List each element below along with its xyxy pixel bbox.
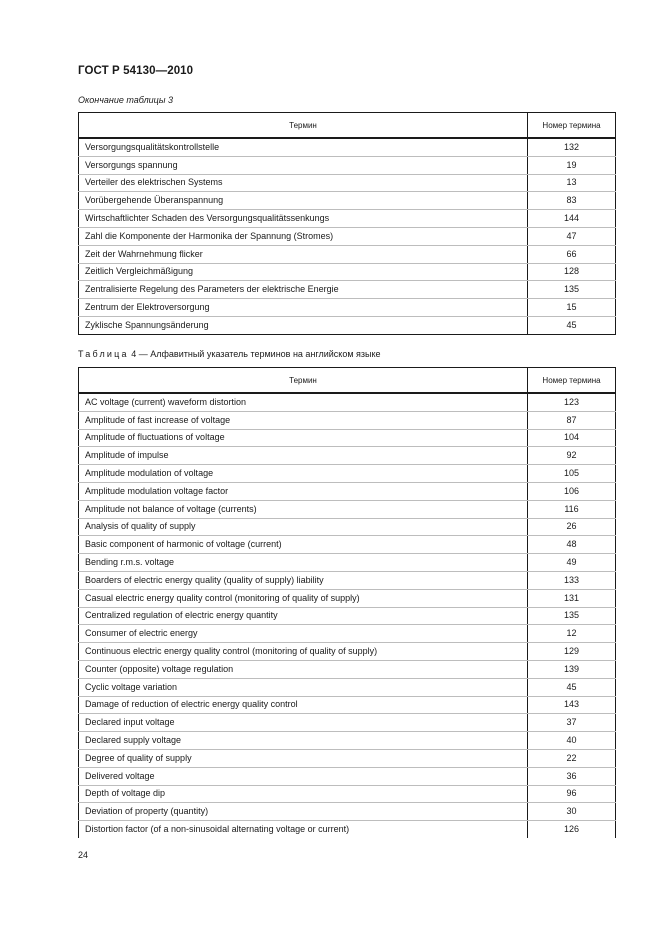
term-number-cell: 132 [528,138,616,156]
term-cell: Amplitude of fluctuations of voltage [79,429,528,447]
table-row [79,316,616,334]
term-number-cell: 96 [528,785,616,803]
term-number-cell: 48 [528,536,616,554]
term-number-cell: 19 [528,156,616,174]
term-number-cell: 30 [528,803,616,821]
term-cell: Boarders of electric energy quality (quality of supply) liability [79,571,528,589]
term-cell: Versorgungsqualitätskontrollstelle [79,138,528,156]
term-number-cell: 66 [528,245,616,263]
table3-caption: Окончание таблицы 3 [78,95,173,105]
term-cell: Amplitude of fast increase of voltage [79,411,528,429]
term-number-cell: 36 [528,767,616,785]
term-number-cell: 123 [528,393,616,411]
term-cell: Versorgungs spannung [79,156,528,174]
term-number-cell: 129 [528,643,616,661]
term-cell: Zentralisierte Regelung des Parameters der elektrische Energie [79,281,528,299]
table-row [79,821,616,838]
table-row [79,607,616,625]
term-cell: Cyclic voltage variation [79,678,528,696]
table-row [79,245,616,263]
table-row [79,281,616,299]
term-number-cell: 133 [528,571,616,589]
table-row [79,210,616,228]
table-row [79,465,616,483]
table-row [79,156,616,174]
term-cell: Continuous electric energy quality control (monitoring of quality of supply) [79,643,528,661]
table4-body [79,393,616,838]
table-row [79,299,616,317]
table-row [79,174,616,192]
table-row [79,785,616,803]
term-number-cell: 45 [528,316,616,334]
table4-caption-number: 4 [131,349,137,359]
table-row [79,625,616,643]
term-cell: Degree of quality of supply [79,749,528,767]
table-row [79,714,616,732]
term-cell: Vorübergehende Überanspannung [79,192,528,210]
table4-header-number: Номер термина [528,368,616,394]
table-row [79,536,616,554]
term-cell: Counter (opposite) voltage regulation [79,660,528,678]
term-number-cell: 12 [528,625,616,643]
term-cell: Zeit der Wahrnehmung flicker [79,245,528,263]
term-cell: Basic component of harmonic of voltage (current) [79,536,528,554]
table-row [79,447,616,465]
page-number: 24 [78,850,89,860]
table-row [79,263,616,281]
term-number-cell: 26 [528,518,616,536]
table3-header-term: Термин [79,113,528,139]
term-cell: Zentrum der Elektroversorgung [79,299,528,317]
table-row [79,660,616,678]
term-number-cell: 105 [528,465,616,483]
table-row [79,429,616,447]
term-cell: Analysis of quality of supply [79,518,528,536]
term-number-cell: 22 [528,749,616,767]
table-row [79,803,616,821]
term-number-cell: 92 [528,447,616,465]
table4-caption-prefix: Таблица [78,349,129,359]
table-row [79,138,616,156]
term-cell: Centralized regulation of electric energy quantity [79,607,528,625]
table-row [79,749,616,767]
document-code: ГОСТ Р 54130—2010 [78,65,194,77]
term-cell: Consumer of electric energy [79,625,528,643]
term-cell: Amplitude of impulse [79,447,528,465]
term-number-cell: 131 [528,589,616,607]
term-number-cell: 13 [528,174,616,192]
term-number-cell: 37 [528,714,616,732]
term-number-cell: 104 [528,429,616,447]
term-cell: Declared input voltage [79,714,528,732]
term-number-cell: 143 [528,696,616,714]
term-number-cell: 128 [528,263,616,281]
table3-header-row [79,113,616,139]
term-cell: Zyklische Spannungsänderung [79,316,528,334]
term-cell: Zeitlich Vergleichmäßigung [79,263,528,281]
table-row [79,678,616,696]
table-row [79,411,616,429]
table-row [79,192,616,210]
term-number-cell: 135 [528,281,616,299]
table-row [79,732,616,750]
table-row [79,767,616,785]
term-cell: Damage of reduction of electric energy quality control [79,696,528,714]
term-number-cell: 116 [528,500,616,518]
term-number-cell: 83 [528,192,616,210]
table-row [79,482,616,500]
table3-header-number: Номер термина [528,113,616,139]
table-row [79,227,616,245]
table-row [79,500,616,518]
term-number-cell: 47 [528,227,616,245]
table4-header-term: Термин [79,368,528,394]
table-row [79,554,616,572]
term-number-cell: 106 [528,482,616,500]
term-cell: Distortion factor (of a non-sinusoidal alternating voltage or current) [79,821,528,838]
term-number-cell: 49 [528,554,616,572]
term-cell: Deviation of property (quantity) [79,803,528,821]
term-cell: Amplitude not balance of voltage (currents) [79,500,528,518]
term-cell: Amplitude modulation of voltage [79,465,528,483]
term-number-cell: 144 [528,210,616,228]
table-row [79,589,616,607]
term-number-cell: 40 [528,732,616,750]
table4-header-row [79,368,616,394]
table-row [79,571,616,589]
table3 [78,112,616,335]
table3-body [79,138,616,334]
term-cell: Delivered voltage [79,767,528,785]
table4-caption [78,349,381,359]
term-number-cell: 15 [528,299,616,317]
term-number-cell: 135 [528,607,616,625]
term-cell: Amplitude modulation voltage factor [79,482,528,500]
term-cell: Declared supply voltage [79,732,528,750]
table4-caption-text: — Алфавитный указатель терминов на английском языке [138,349,381,359]
term-cell: Wirtschaftlichter Schaden des Versorgungsqualitätssenkungs [79,210,528,228]
table-row [79,393,616,411]
table4 [78,367,616,838]
term-number-cell: 139 [528,660,616,678]
table-row [79,643,616,661]
term-cell: AC voltage (current) waveform distortion [79,393,528,411]
table-row [79,696,616,714]
term-cell: Zahl die Komponente der Harmonika der Spannung (Stromes) [79,227,528,245]
term-cell: Verteiler des elektrischen Systems [79,174,528,192]
term-number-cell: 45 [528,678,616,696]
term-number-cell: 126 [528,821,616,838]
table-row [79,518,616,536]
term-number-cell: 87 [528,411,616,429]
term-cell: Depth of voltage dip [79,785,528,803]
term-cell: Casual electric energy quality control (monitoring of quality of supply) [79,589,528,607]
term-cell: Bending r.m.s. voltage [79,554,528,572]
